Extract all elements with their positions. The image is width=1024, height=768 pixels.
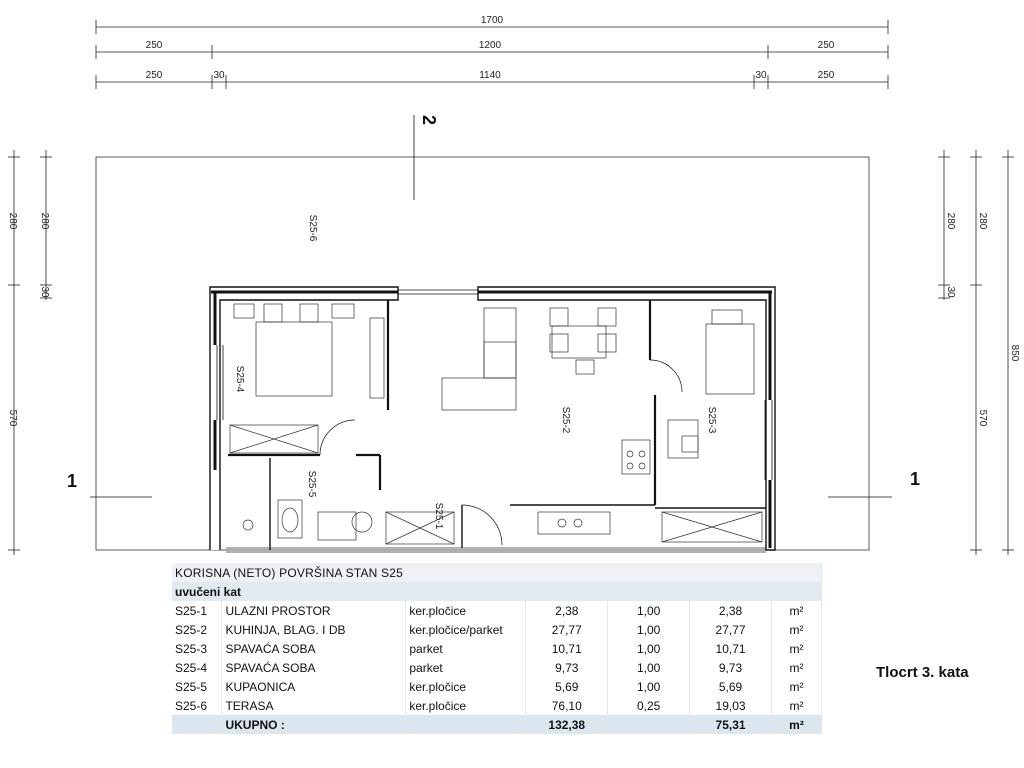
total-area: 132,38 xyxy=(526,715,608,734)
row-code: S25-2 xyxy=(172,620,222,639)
total-label: UKUPNO : xyxy=(222,715,406,734)
dim-right-inner-2: 30 xyxy=(945,286,956,298)
row-unit: m² xyxy=(772,677,822,696)
total-spacer xyxy=(608,715,690,734)
row-floor: parket xyxy=(406,639,526,658)
row-code: S25-3 xyxy=(172,639,222,658)
dim-row3-b: 30 xyxy=(213,70,225,81)
dim-left-inner-2: 30 xyxy=(39,286,50,298)
total-spacer xyxy=(406,715,526,734)
area-table-title-row xyxy=(172,563,822,582)
room-tags xyxy=(234,215,717,530)
row-floor: ker.pločice xyxy=(406,677,526,696)
row-coef: 1,00 xyxy=(608,639,690,658)
room-tag-s25-6: S25-6 xyxy=(307,214,318,242)
area-table-subtitle-row xyxy=(172,582,822,601)
dim-row3-d: 30 xyxy=(755,70,767,81)
dim-right-total: 850 xyxy=(1009,344,1020,362)
row-unit: m² xyxy=(772,601,822,620)
dim-right-outer-1: 280 xyxy=(977,212,988,230)
room-tag-s25-1: S25-1 xyxy=(433,502,444,530)
table-row xyxy=(172,620,822,639)
row-area: 10,71 xyxy=(526,639,608,658)
row-area: 27,77 xyxy=(526,620,608,639)
row-net: 5,69 xyxy=(690,677,772,696)
row-coef: 1,00 xyxy=(608,620,690,639)
row-area: 2,38 xyxy=(526,601,608,620)
row-area: 76,10 xyxy=(526,696,608,715)
row-code: S25-5 xyxy=(172,677,222,696)
section-marker-left: 1 xyxy=(66,471,78,491)
table-row xyxy=(172,677,822,696)
row-coef: 0,25 xyxy=(608,696,690,715)
dim-total-width: 1700 xyxy=(480,15,504,26)
row-unit: m² xyxy=(772,639,822,658)
left-dimension-lines xyxy=(8,150,52,555)
area-table xyxy=(172,563,822,734)
row-code: S25-1 xyxy=(172,601,222,620)
row-floor: ker.pločice xyxy=(406,601,526,620)
row-name: KUHINJA, BLAG. I DB xyxy=(222,620,406,639)
row-net: 10,71 xyxy=(690,639,772,658)
table-row xyxy=(172,696,822,715)
area-table-title: KORISNA (NETO) POVRŠINA STAN S25 xyxy=(172,563,822,582)
total-net: 75,31 xyxy=(690,715,772,734)
section-marker-right: 1 xyxy=(909,469,921,489)
row-unit: m² xyxy=(772,620,822,639)
row-floor: ker.pločice/parket xyxy=(406,620,526,639)
room-tag-s25-5: S25-5 xyxy=(306,470,317,498)
total-unit: m² xyxy=(772,715,822,734)
row-coef: 1,00 xyxy=(608,677,690,696)
table-row xyxy=(172,639,822,658)
room-tag-s25-3: S25-3 xyxy=(706,406,717,434)
row-coef: 1,00 xyxy=(608,658,690,677)
area-table-subtitle: uvučeni kat xyxy=(172,582,822,601)
row-floor: ker.pločice xyxy=(406,696,526,715)
dim-row3-c: 1140 xyxy=(479,70,501,81)
dim-row3-a: 250 xyxy=(145,70,163,81)
table-row xyxy=(172,658,822,677)
dim-right-outer-2: 570 xyxy=(977,409,988,427)
row-code: S25-4 xyxy=(172,658,222,677)
row-name: KUPAONICA xyxy=(222,677,406,696)
row-area: 9,73 xyxy=(526,658,608,677)
dim-left-inner-1: 280 xyxy=(39,212,50,230)
total-spacer xyxy=(172,715,222,734)
row-net: 27,77 xyxy=(690,620,772,639)
row-coef: 1,00 xyxy=(608,601,690,620)
row-code: S25-6 xyxy=(172,696,222,715)
row-name: TERASA xyxy=(222,696,406,715)
right-dimension-lines xyxy=(938,150,1014,555)
dim-right-inner-1: 280 xyxy=(945,212,956,230)
room-tag-s25-2: S25-2 xyxy=(560,406,571,434)
dim-row2-right: 250 xyxy=(817,40,835,51)
section-marker-top: 2 xyxy=(419,114,439,126)
row-net: 19,03 xyxy=(690,696,772,715)
row-net: 2,38 xyxy=(690,601,772,620)
dim-row2-left: 250 xyxy=(145,40,163,51)
row-unit: m² xyxy=(772,658,822,677)
furniture xyxy=(226,304,766,552)
table-row xyxy=(172,601,822,620)
row-net: 9,73 xyxy=(690,658,772,677)
dim-left-outer-1: 280 xyxy=(7,212,18,230)
row-name: SPAVAĆA SOBA xyxy=(222,658,406,677)
floor-caption: Tlocrt 3. kata xyxy=(876,664,969,681)
dim-row2-middle: 1200 xyxy=(478,40,502,51)
total-row xyxy=(172,715,822,734)
row-area: 5,69 xyxy=(526,677,608,696)
row-unit: m² xyxy=(772,696,822,715)
row-floor: parket xyxy=(406,658,526,677)
room-tag-s25-4: S25-4 xyxy=(234,365,245,393)
dim-left-outer-2: 570 xyxy=(7,409,18,427)
row-name: ULAZNI PROSTOR xyxy=(222,601,406,620)
row-name: SPAVAĆA SOBA xyxy=(222,639,406,658)
dim-row3-e: 250 xyxy=(817,70,835,81)
